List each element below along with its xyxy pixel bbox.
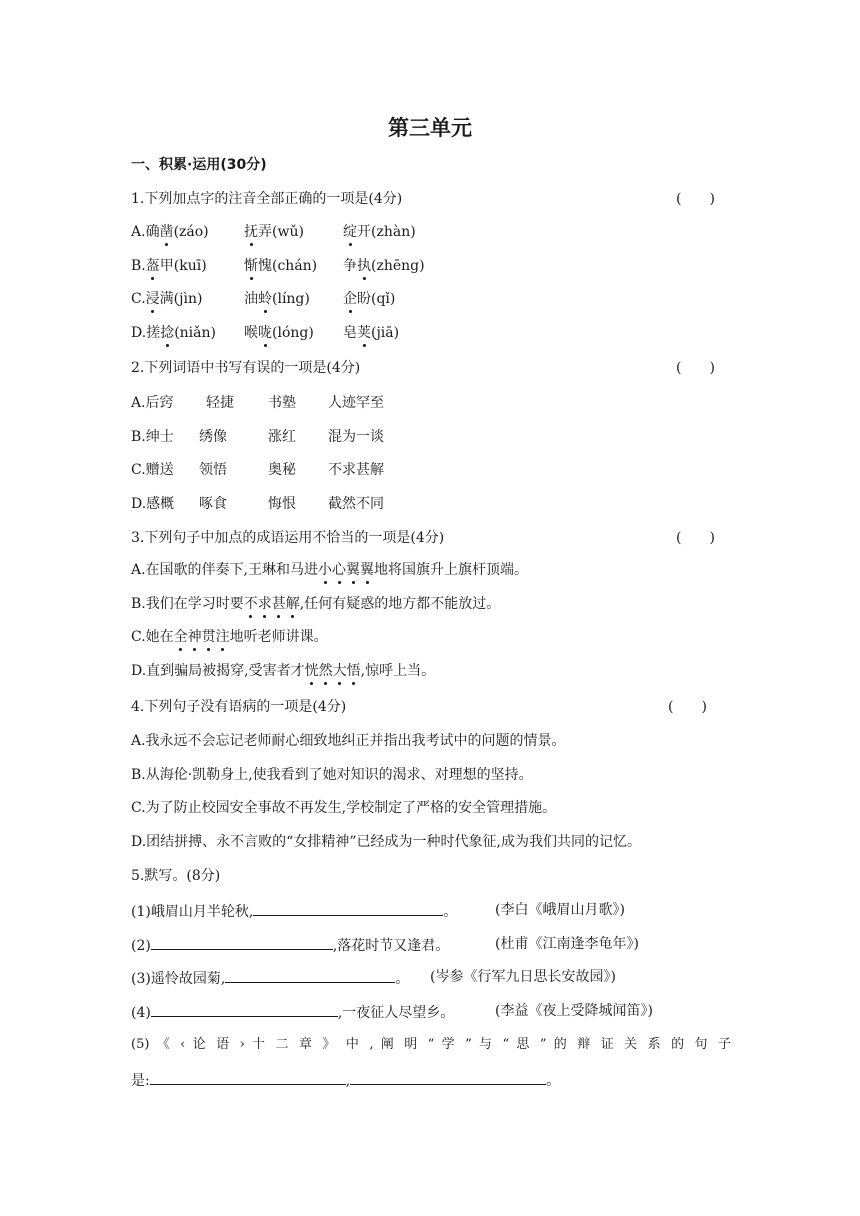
word: 奥秘 (268, 462, 296, 478)
q2-option-b[interactable] (131, 428, 384, 446)
dictation-source: (李益《夜上受降城闻笛》) (495, 1003, 653, 1019)
dotted-char: 悟 (346, 663, 361, 679)
q4-option-a[interactable]: A.我永远不会忘记老师耐心细致地纠正并指出我考试中的问题的情景。 (131, 733, 566, 749)
dotted-char: 恍 (304, 663, 319, 679)
dictation-text: 是: (131, 1073, 150, 1089)
char: 甲 (159, 258, 174, 274)
q1-stem: 1.下列加点字的注音全部正确的一项是(4分) (131, 191, 403, 207)
dictation-text: (4) (131, 1005, 151, 1021)
word: 书塾 (268, 395, 296, 411)
answer-blank[interactable] (151, 935, 333, 950)
pinyin: (lóng) (272, 325, 314, 341)
dotted-char: 甚 (271, 596, 286, 612)
q4-option-b[interactable]: B.从海伦·凯勒身上,使我看到了她对知识的渴求、对理想的坚持。 (131, 767, 533, 783)
dotted-char: 执 (357, 258, 371, 274)
q1-option-a[interactable] (131, 223, 416, 241)
q2-option-c[interactable] (131, 461, 384, 479)
answer-blank[interactable] (225, 968, 395, 983)
dotted-char: 贯 (201, 629, 216, 645)
dotted-char: 荚 (357, 325, 371, 341)
dictation-text: , (345, 1073, 351, 1089)
pinyin: (kuī) (173, 258, 207, 274)
dotted-char: 全 (173, 629, 188, 645)
dictation-text: 。 (443, 904, 458, 920)
dictation-source: (杜甫《江南逢李龟年》) (495, 936, 639, 952)
dictation-text: ,一夜征人尽望乡。 (337, 1005, 455, 1021)
dictation-text: (2) (131, 938, 151, 954)
sentence-text: B.我们在学习时要 (131, 596, 244, 612)
char: 喉 (244, 325, 258, 341)
dictation-line-2 (131, 935, 449, 955)
word: B.绅士 (131, 429, 174, 445)
q3-option-b[interactable] (131, 595, 500, 613)
word: 啄食 (199, 496, 227, 512)
q2-stem: 2.下列词语中书写有误的一项是(4分) (131, 360, 361, 376)
dotted-char: 捻 (160, 325, 175, 341)
q2-option-a[interactable] (131, 394, 384, 412)
sentence-text: C.她在 (131, 629, 174, 645)
dotted-char: 抚 (244, 224, 258, 240)
char: 盼 (357, 291, 371, 307)
dictation-line-1 (131, 901, 457, 921)
dictation-text: (3)遥怜故园菊, (131, 971, 226, 987)
word: 混为一谈 (328, 429, 384, 445)
q4-stem: 4.下列句子没有语病的一项是(4分) (131, 699, 347, 715)
word: 轻捷 (206, 395, 234, 411)
dotted-char: 解 (285, 596, 300, 612)
dotted-char: 翼 (346, 562, 361, 578)
char: 搓 (146, 325, 161, 341)
dictation-text: (1)峨眉山月半轮秋, (131, 904, 254, 920)
char: 确 (145, 224, 160, 240)
word: D.感概 (131, 496, 175, 512)
word: 截然不同 (328, 496, 384, 512)
word: 不求甚解 (328, 462, 384, 478)
q4-option-c[interactable]: C.为了防止校园安全事故不再发生,学校制定了严格的安全管理措施。 (131, 800, 557, 816)
dictation-line-3 (131, 968, 409, 988)
dotted-char: 翼 (360, 562, 375, 578)
sentence-text: ,惊呼上当。 (360, 663, 436, 679)
dotted-char: 小 (318, 562, 333, 578)
pinyin: (niǎn) (174, 325, 216, 341)
dotted-char: 咙 (258, 325, 272, 341)
pinyin: (zhàn) (371, 224, 416, 240)
option-label: C. (131, 291, 146, 307)
word: 人迹罕至 (328, 395, 384, 411)
char: 油 (244, 291, 258, 307)
dotted-char: 凿 (159, 224, 174, 240)
dotted-idiom (305, 663, 361, 679)
answer-blank[interactable] (350, 1070, 546, 1085)
page-title: 第三单元 (388, 116, 472, 140)
answer-blank[interactable] (150, 1070, 346, 1085)
answer-blank[interactable] (253, 901, 443, 916)
dotted-char: 然 (318, 663, 333, 679)
word: A.后窍 (131, 395, 174, 411)
dotted-char: 惭 (244, 258, 258, 274)
q5-stem: 5.默写。(8分) (131, 868, 221, 884)
q4-answer-paren: ( ) (668, 699, 707, 715)
char: 满 (159, 291, 174, 307)
dotted-idiom (174, 629, 230, 645)
pinyin: (jìn) (173, 291, 203, 307)
q4-option-d[interactable]: D.团结拼搏、永不言败的“女排精神”已经成为一种时代象征,成为我们共同的记忆。 (131, 834, 641, 850)
word: 悔恨 (268, 496, 296, 512)
pinyin: (jiā) (371, 325, 400, 341)
char: 开 (357, 224, 371, 240)
sentence-text: 地将国旗升上旗杆顶端。 (374, 562, 529, 578)
dotted-char: 绽 (343, 224, 357, 240)
q3-option-d[interactable] (131, 662, 435, 680)
answer-blank[interactable] (151, 1002, 338, 1017)
section-heading: 一、积累·运用(30分) (131, 157, 267, 173)
q3-answer-paren: ( ) (676, 530, 715, 546)
word: 绣像 (199, 429, 227, 445)
dictation-source: (李白《峨眉山月歌》) (495, 902, 625, 918)
pinyin: (zhēng) (371, 258, 425, 274)
dotted-char: 盔 (145, 258, 160, 274)
option-label: B. (131, 258, 146, 274)
q3-stem: 3.下列句子中加点的成语运用不恰当的一项是(4分) (131, 530, 445, 546)
dotted-idiom (318, 562, 374, 578)
dotted-char: 神 (187, 629, 202, 645)
q1-option-c[interactable] (131, 290, 396, 308)
dotted-char: 企 (343, 291, 357, 307)
char: 愧 (258, 258, 272, 274)
char: 弄 (258, 224, 272, 240)
pinyin: (záo) (173, 224, 209, 240)
sentence-text: A.在国歌的伴奏下,王琳和马进 (131, 562, 319, 578)
dotted-char: 心 (332, 562, 347, 578)
q3-option-c[interactable] (131, 628, 328, 646)
q3-option-a[interactable] (131, 561, 528, 579)
dictation-line-5-prompt: (5) 《 ‹ 论 语 › 十 二 章 》 中 , 阐 明 “ 学 ” 与 “ 思 ” 的 辩 证 关 系 的 句 子 (131, 1037, 731, 1052)
word: 涨红 (268, 429, 296, 445)
dotted-char: 求 (257, 596, 272, 612)
dotted-char: 注 (215, 629, 230, 645)
sentence-text: D.直到骗局被揭穿,受害者才 (131, 663, 305, 679)
pinyin: (chán) (272, 258, 318, 274)
q2-option-d[interactable] (131, 495, 384, 513)
word: C.赠送 (131, 462, 174, 478)
dictation-text: 。 (546, 1073, 561, 1089)
dotted-char: 不 (243, 596, 258, 612)
char: 争 (343, 258, 357, 274)
q1-option-d[interactable] (131, 324, 400, 342)
dotted-idiom (244, 596, 300, 612)
pinyin: (líng) (272, 291, 310, 307)
dictation-source: (岑参《行军九日思长安故园》) (430, 969, 616, 985)
dictation-line-5-answer (131, 1070, 560, 1090)
dictation-text: ,落花时节又逢君。 (332, 938, 450, 954)
dotted-char: 大 (332, 663, 347, 679)
q2-answer-paren: ( ) (676, 360, 715, 376)
word: 领悟 (199, 462, 227, 478)
q1-option-b[interactable] (131, 257, 425, 275)
option-label: D. (131, 325, 147, 341)
dictation-line-4 (131, 1002, 454, 1022)
dotted-char: 蛉 (258, 291, 272, 307)
dotted-char: 浸 (145, 291, 160, 307)
dictation-text: 。 (395, 971, 410, 987)
sentence-text: ,任何有疑惑的地方都不能放过。 (299, 596, 501, 612)
pinyin: (wǔ) (272, 224, 304, 240)
sentence-text: 地听老师讲课。 (229, 629, 328, 645)
pinyin: (qǐ) (371, 291, 396, 307)
q1-answer-paren: ( ) (676, 191, 715, 207)
char: 皂 (343, 325, 357, 341)
option-label: A. (131, 224, 146, 240)
